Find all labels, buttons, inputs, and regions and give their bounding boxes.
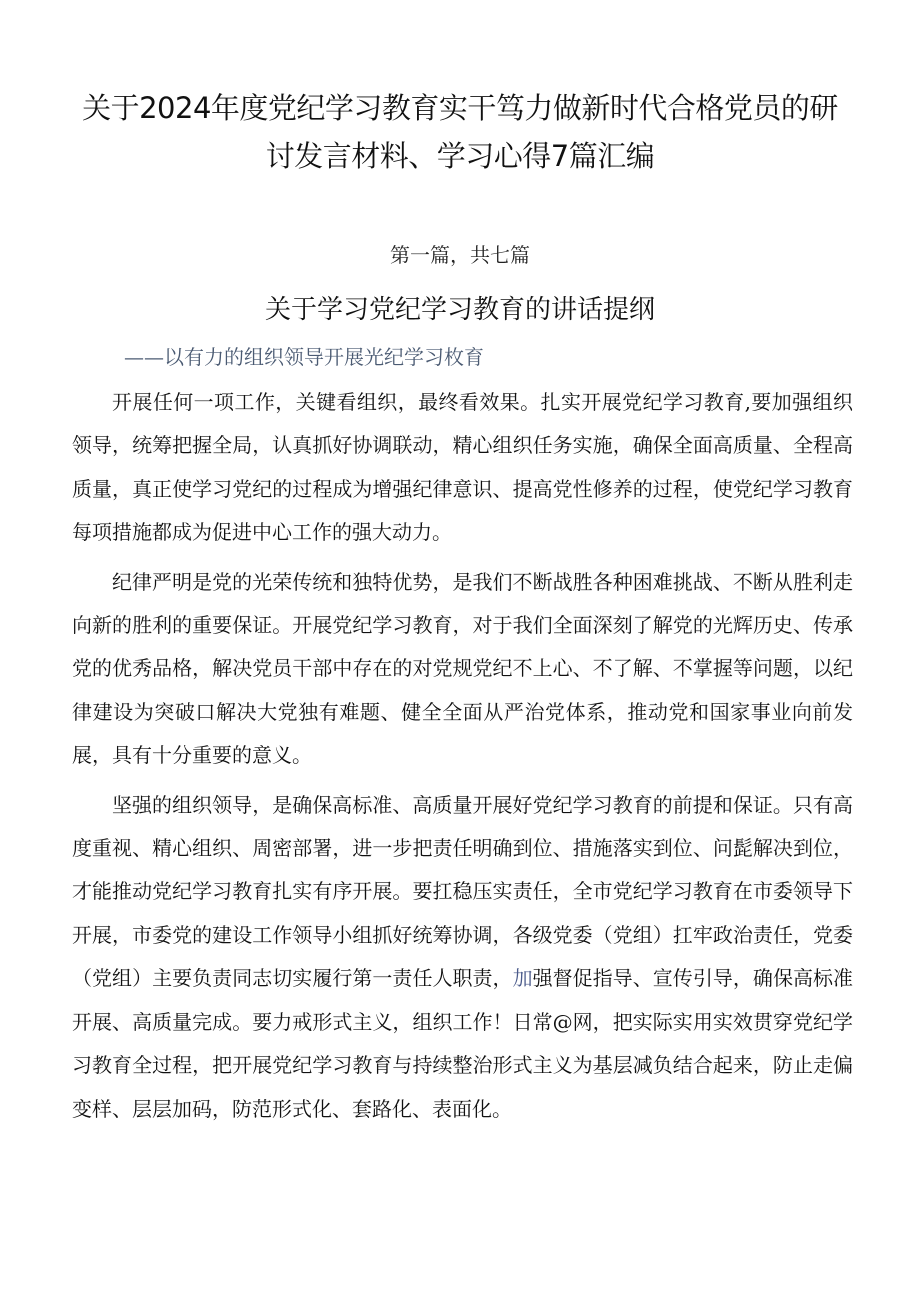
document-title: 关于2024年度党纪学习教育实干笃力做新时代合格党员的研讨发言材料、学习心得7篇汇编 — [82, 91, 838, 173]
paragraph-3-part-2: 强督促指导、宣传引导，确保高标准开展、高质量完成。要力戒形式主义，组织工作！日常@网，把实际实用实效贯穿党纪学习教育全过程，把开展党纪学习教育与持续整治形式主义为基层减负结合起来，防止走偏变样、层层加码，防范形式化、套路化、表面化。 — [72, 966, 854, 1121]
paragraph-3 — [72, 784, 853, 1131]
paragraph-1: 开展任何一项工作，关键看组织，最终看效果。扎实开展党纪学习教育,要加强组织领导，统筹把握全局，认真抓好协调联动，精心组织任务实施，确保全面高质量、全程高质量，真正使学习党纪的过程成为增强纪律意识、提高党性修养的过程，使党纪学习教育每项措施都成为促进中心工作的强大动力。 — [72, 390, 853, 545]
part-label: 第一篇，共七篇 — [390, 243, 530, 267]
paragraph-3-part-1: 坚强的组织领导，是确保高标准、高质量开展好党纪学习教育的前提和保证。只有高度重视、精心组织、周密部署，进一步把责任明确到位、措施落实到位、问髭解决到位，才能推动党纪学习教育扎实有序开展。要扛稳压实责任，全市党纪学习教育在市委领导下开展，市委党的建设工作领导小组抓好统筹协调，各级党委（党组）扛牢政治责任，党委（党组）主要负责同志切实履行第一责任人职责， — [72, 792, 853, 991]
section-title: 关于学习党纪学习教育的讲话提纲 — [264, 295, 655, 325]
paragraph-3-accent-char: 加 — [512, 966, 533, 991]
document-body — [72, 381, 853, 1137]
section-subtitle: ——以有力的组织领导开展光纪学习枚育 — [124, 345, 484, 369]
paragraph-2: 纪律严明是党的光荣传统和独特优势，是我们不断战胜各种困难挑战、不断从胜利走向新的胜利的重要保证。开展党纪学习教育，对于我们全面深刻了解党的光辉历史、传承党的优秀品格，解决党员干部中存在的对党规党纪不上心、不了解、不掌握等问题，以纪律建设为突破口解决大党独有难题、健全全面从严治党体系，推动党和国家事业向前发展，具有十分重要的意义。 — [72, 569, 853, 768]
